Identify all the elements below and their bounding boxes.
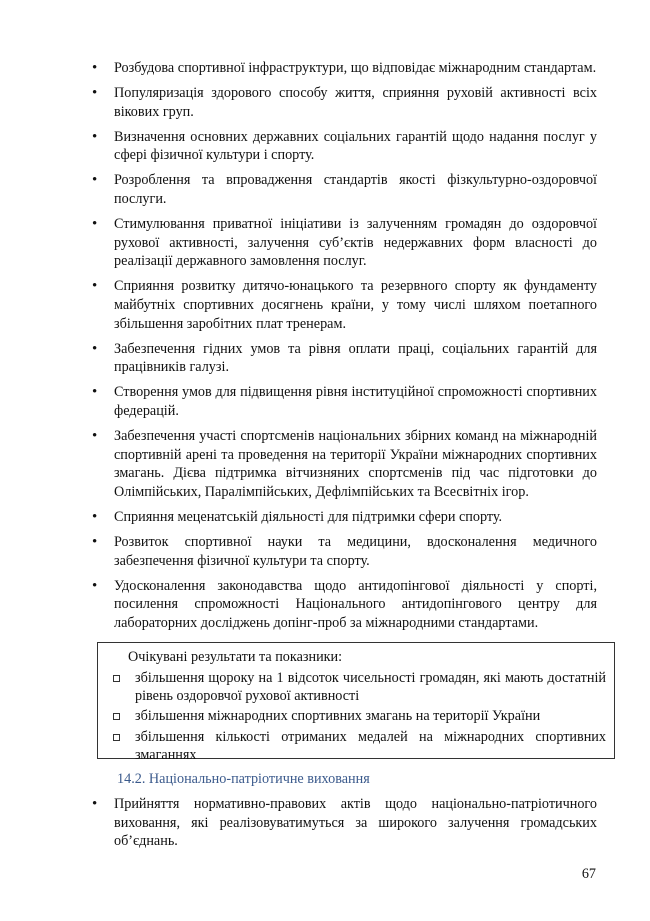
bullet-icon: • <box>92 796 98 812</box>
list-item <box>92 427 597 501</box>
section-heading: 14.2. Національно-патріотичне виховання <box>117 771 370 787</box>
list-item-text: Сприяння меценатській діяльності для підтримки сфери спорту. <box>114 508 503 525</box>
bullet-icon: • <box>92 128 98 145</box>
checkbox-square-icon <box>113 734 120 741</box>
list-item-text: Розвиток спортивної науки та медицини, вдосконалення медичного забезпечення фізичної культури та спорту. <box>114 534 597 569</box>
list-item <box>92 383 597 420</box>
policy-bullet-list <box>92 59 597 639</box>
list-item <box>92 277 597 333</box>
list-item <box>108 669 606 706</box>
expected-results-list <box>108 669 606 765</box>
list-item-text: Розбудова спортивної інфраструктури, що відповідає міжнародним стандартам. <box>114 60 597 76</box>
list-item-text: збільшення міжнародних спортивних змагань на території України <box>135 708 541 725</box>
list-item <box>92 577 597 633</box>
list-item-text: Забезпечення участі спортсменів національних збірних команд на міжнародній спортивній арені та проведення на території України міжнародних спортивних змагань. Дієва підтримка вітчизняних спортсменів під час підготовки до Олімпійських, Паралімпійських, Дефлімпійських та Всесвітніх ігор. <box>114 428 597 500</box>
bullet-icon: • <box>92 534 98 551</box>
list-item <box>92 533 597 570</box>
bullet-icon: • <box>92 85 98 102</box>
list-item <box>92 84 597 121</box>
list-item-text: Розроблення та впровадження стандартів якості фізкультурно-оздоровчої послуги. <box>114 172 597 208</box>
expected-results-title: Очікувані результати та показники: <box>128 649 343 665</box>
bullet-icon: • <box>92 340 98 357</box>
list-item <box>92 340 597 377</box>
bullet-icon: • <box>92 172 98 189</box>
list-item-text: Удосконалення законодавства щодо антидопінгової діяльності у спорті, посилення спроможності Національного антидопінгового центру для лабораторних досліджень допінг-проб за міжнародними стандартами. <box>114 577 597 631</box>
expected-results-box <box>97 642 615 764</box>
list-item <box>92 59 597 78</box>
list-item-text: Визначення основних державних соціальних гарантій щодо надання послуг у сфері фізичної культури і спорту. <box>114 128 597 164</box>
list-item-text: Прийняття нормативно-правових актів щодо національно-патріотичного виховання, які реалізовуватимуться за широкого залучення громадських об’єднань. <box>114 796 597 850</box>
section-bullet-list <box>92 795 597 851</box>
bullet-icon: • <box>92 278 98 295</box>
list-item <box>108 707 606 725</box>
list-item <box>92 795 597 851</box>
bullet-icon: • <box>92 60 98 76</box>
checkbox-square-icon <box>113 675 120 682</box>
list-item-text: Створення умов для підвищення рівня інституційної спроможності спортивних федерацій. <box>114 384 597 419</box>
list-item-text: Забезпечення гідних умов та рівня оплати праці, соціальних гарантій для працівників галузі. <box>114 340 597 376</box>
list-item <box>92 171 597 208</box>
list-item <box>108 728 606 765</box>
list-item-text: Стимулювання приватної ініціативи із залученням громадян до оздоровчої рухової активності, залучення суб’єктів недержавних форм власності до реалізації державного замовлення послуг. <box>114 216 597 270</box>
list-item-text: Популяризація здорового способу життя, сприяння руховій активності всіх вікових груп. <box>114 85 597 120</box>
checkbox-square-icon <box>113 713 120 720</box>
list-item-text: збільшення щороку на 1 відсоток чисельності громадян, які мають достатній рівень оздоровчої рухової активності <box>135 669 606 704</box>
list-item-text: Сприяння розвитку дитячо-юнацького та резервного спорту як фундаменту майбутніх спортивних досягнень країни, у тому числі шляхом поетапного збільшення заробітних плат тренерам. <box>114 278 597 332</box>
bullet-icon: • <box>92 508 98 525</box>
list-item <box>92 128 597 165</box>
page-number: 67 <box>581 866 596 882</box>
list-item <box>92 215 597 271</box>
bullet-icon: • <box>92 428 98 445</box>
list-item <box>92 508 597 527</box>
list-item-text: збільшення кількості отриманих медалей на міжнародних спортивних змаганнях <box>135 728 606 764</box>
bullet-icon: • <box>92 216 98 233</box>
bullet-icon: • <box>92 384 98 401</box>
bullet-icon: • <box>92 577 98 594</box>
